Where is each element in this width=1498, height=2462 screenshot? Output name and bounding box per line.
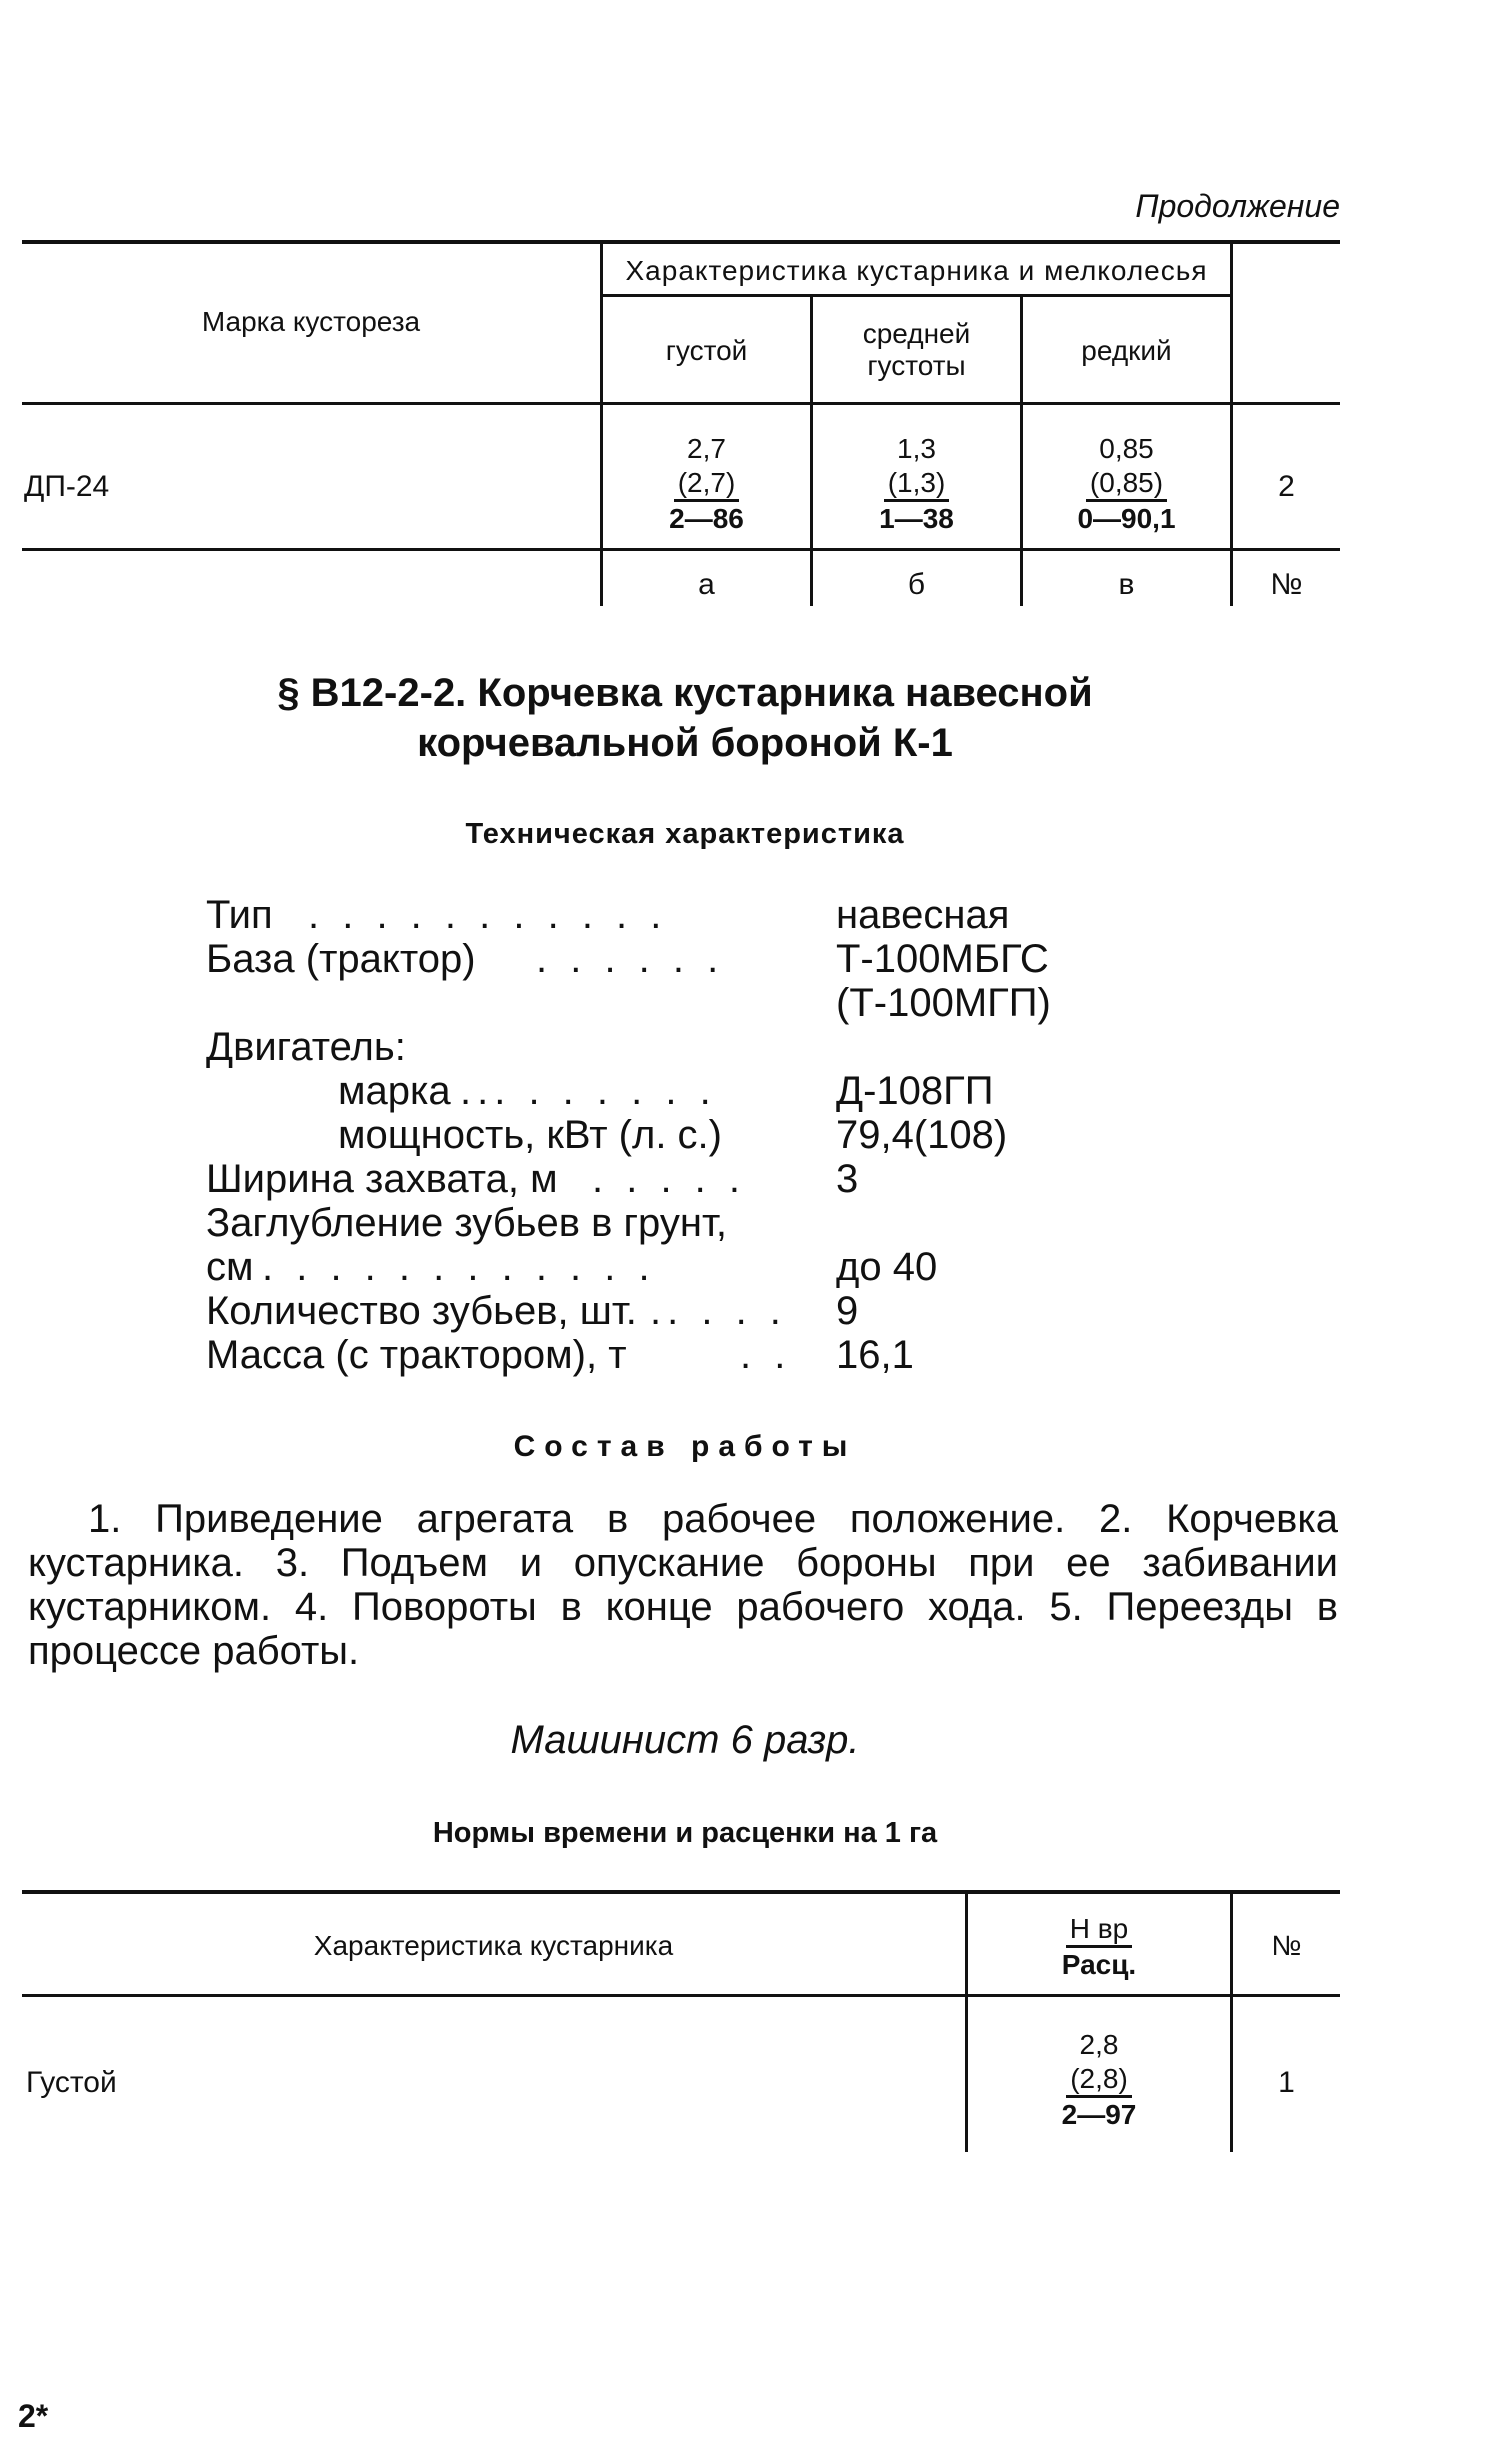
cell-dense-rate: 2—86 <box>669 503 744 534</box>
nvr-header-bottom: Расц. <box>1061 1949 1137 1980</box>
cell-sparse-norm-alt: (0,85) <box>1086 467 1167 502</box>
brand-header: Марка кустореза <box>201 306 421 337</box>
cell-medium <box>813 432 1020 536</box>
footer-no: № <box>1270 568 1303 601</box>
spec-width-label: Ширина захвата, м <box>206 1157 558 1201</box>
norms-row-value <box>968 2028 1230 2132</box>
no-header: № <box>1271 1930 1302 1961</box>
table1-top-rule <box>22 240 1340 244</box>
table2-top-rule <box>22 1890 1340 1894</box>
work-line-3: кустарником. 4. Повороты в конце рабочего хода. 5. Переезды в <box>28 1585 1338 1629</box>
spec-depth-leader: . . . . . . . . . . . . <box>262 1245 656 1289</box>
section-title-line-1: § В12-2-2. Корчевка кустарника навесной <box>277 671 1093 715</box>
spec-power-value: 79,4(108) <box>836 1113 1008 1157</box>
table-row-brand: ДП-24 <box>24 470 110 503</box>
table1-group-rule <box>600 294 1232 297</box>
spec-type-leader: . . . . . . . . . . . <box>308 893 668 937</box>
page-mark: 2* <box>18 2398 49 2434</box>
spec-mass-value: 16,1 <box>836 1333 914 1377</box>
work-line-2: кустарника. 3. Подъем и опускание бороны при ее забивании <box>28 1541 1338 1585</box>
cell-medium-rate: 1—38 <box>879 503 954 534</box>
spec-engine-brand-value: Д-108ГП <box>836 1069 994 1113</box>
spec-mass-leader: . . <box>740 1333 792 1377</box>
spec-base-label: База (трактор) <box>206 937 476 981</box>
table1-vline-1 <box>600 242 603 606</box>
spec-teeth-leader: .. . . . <box>650 1289 787 1333</box>
cell-medium-norm: 1,3 <box>897 433 936 464</box>
footer-letter-v: в <box>1118 568 1135 601</box>
nvr-header-top: Н вр <box>1066 1913 1132 1948</box>
spec-depth-unit: см <box>206 1245 254 1289</box>
work-line-4: процессе работы. <box>28 1629 360 1673</box>
cell-medium-norm-alt: (1,3) <box>884 467 950 502</box>
group-header: Характеристика кустарника и мелколесья <box>625 255 1208 286</box>
spec-width-leader: . . . . . <box>592 1157 747 1201</box>
spec-power-label: мощность, кВт (л. с.) <box>338 1113 722 1157</box>
nvr-header <box>968 1912 1230 1982</box>
spec-depth-label: Заглубление зубьев в грунт, <box>206 1201 727 1245</box>
cell-sparse <box>1023 432 1230 536</box>
norms-heading: Нормы времени и расценки на 1 га <box>432 1817 938 1849</box>
spec-teeth-value: 9 <box>836 1289 859 1333</box>
table2-header-rule <box>22 1994 1340 1997</box>
norms-row-norm-alt: (2,8) <box>1066 2063 1132 2098</box>
tech-heading: Техническая характеристика <box>465 818 905 850</box>
worker-grade: Машинист 6 разр. <box>510 1718 860 1762</box>
row-number: 2 <box>1278 470 1295 503</box>
char-header: Характеристика кустарника <box>313 1930 674 1961</box>
cell-dense <box>603 432 810 536</box>
footer-letter-a: а <box>698 568 715 601</box>
spec-teeth-label: Количество зубьев, шт. <box>206 1289 637 1333</box>
cell-sparse-rate: 0—90,1 <box>1077 503 1176 534</box>
spec-depth-value: до 40 <box>836 1245 938 1289</box>
section-title <box>0 668 1370 768</box>
col-header-medium: средней густоты <box>862 318 971 381</box>
footer-letter-b: б <box>907 568 926 601</box>
work-heading: Состав работы <box>513 1430 857 1463</box>
norms-row-label: Густой <box>26 2066 117 2099</box>
col-header-dense: густой <box>665 335 748 366</box>
norms-row-norm: 2,8 <box>1079 2029 1119 2060</box>
spec-engine-brand-leader: ... . . . . . . <box>460 1069 717 1113</box>
spec-type-label: Тип <box>206 893 273 937</box>
cell-dense-norm-alt: (2,7) <box>674 467 740 502</box>
spec-width-value: 3 <box>836 1157 859 1201</box>
work-line-1: 1. Приведение агрегата в рабочее положение. 2. Корчевка <box>88 1497 1338 1541</box>
norms-row-number: 1 <box>1278 2066 1295 2099</box>
section-title-line-2: корчевальной бороной К-1 <box>417 721 953 765</box>
spec-type-value: навесная <box>836 893 1010 937</box>
spec-mass-label: Масса (с трактором), т <box>206 1333 627 1377</box>
table1-vline-4 <box>1230 242 1233 606</box>
table1-header-rule <box>22 402 1340 405</box>
norms-row-rate: 2—97 <box>1061 2099 1137 2130</box>
continuation-label: Продолжение <box>1135 188 1340 224</box>
cell-sparse-norm: 0,85 <box>1099 433 1154 464</box>
spec-engine-label: Двигатель: <box>206 1025 406 1069</box>
spec-engine-brand-label: марка <box>338 1069 451 1113</box>
spec-base-value-alt: (Т-100МГП) <box>836 981 1051 1025</box>
work-description <box>28 1497 1338 1673</box>
spec-base-value: Т-100МБГС <box>836 937 1049 981</box>
spec-base-leader: . . . . . . <box>536 937 725 981</box>
table1-body-rule <box>22 548 1340 551</box>
col-header-sparse: редкий <box>1081 335 1172 366</box>
cell-dense-norm: 2,7 <box>687 433 726 464</box>
